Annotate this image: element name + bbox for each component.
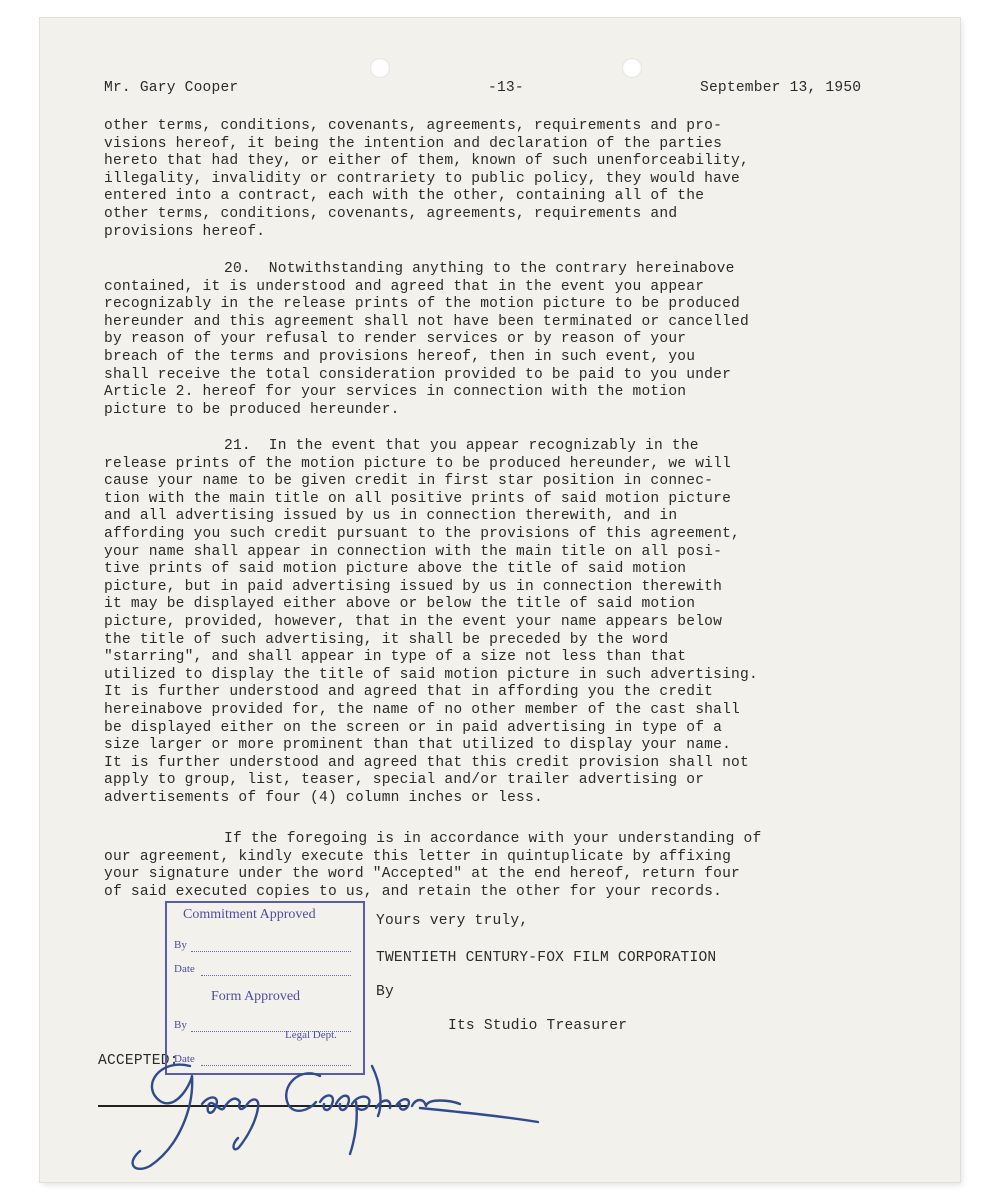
- body-line: utilized to display the title of said motion picture in such advertising.: [104, 666, 758, 683]
- body-line: by reason of your refusal to render services or by reason of your: [104, 331, 687, 348]
- stamp-line: [201, 975, 351, 976]
- stamp-line: [191, 951, 351, 952]
- stamp-date-label: Date: [174, 1053, 195, 1065]
- body-line: tive prints of said motion picture above the title of said motion: [104, 561, 687, 578]
- addressee: Mr. Gary Cooper: [104, 80, 239, 96]
- punch-hole: [622, 58, 642, 78]
- body-line: It is further understood and agreed that in affording you the credit: [104, 684, 714, 701]
- body-line: illegality, invalidity or contrariety to public policy, they would have: [104, 170, 740, 187]
- body-line: contained, it is understood and agreed that in the event you appear: [104, 278, 705, 295]
- body-line: your name shall appear in connection with the main title on all posi-: [104, 543, 723, 560]
- body-line: shall receive the total consideration provided to be paid to you under: [104, 366, 732, 383]
- body-line: picture to be produced hereunder.: [104, 401, 400, 418]
- body-line: of said executed copies to us, and retain the other for your records.: [104, 883, 723, 900]
- body-line: It is further understood and agreed that this credit provision shall not: [104, 754, 749, 771]
- signer-title: Its Studio Treasurer: [448, 1018, 628, 1034]
- accepted-label: ACCEPTED:: [98, 1053, 179, 1069]
- stamp-by-label: By: [174, 1019, 187, 1031]
- body-line: "starring", and shall appear in type of a size not less than that: [104, 649, 687, 666]
- body-line: advertisements of four (4) column inches or less.: [104, 790, 543, 806]
- letter-date: September 13, 1950: [700, 80, 862, 96]
- page-number: -13-: [488, 80, 524, 96]
- body-line: tion with the main title on all positive prints of said motion picture: [104, 490, 732, 507]
- body-line: be displayed either on the screen or in paid advertising in type of a: [104, 719, 723, 736]
- by-label: By: [376, 984, 394, 1000]
- body-line: and all advertising issued by us in connection therewith, and in: [104, 508, 678, 525]
- body-line: 20. Notwithstanding anything to the contrary hereinabove: [224, 261, 735, 277]
- handwritten-signature: [120, 1046, 540, 1176]
- body-line: affording you such credit pursuant to the provisions of this agreement,: [104, 526, 740, 542]
- body-line: entered into a contract, each with the other, containing all of the: [104, 188, 705, 205]
- body-line: 21. In the event that you appear recognizably in the: [224, 438, 699, 454]
- body-line: hereunder and this agreement shall not have been terminated or cancelled: [104, 313, 749, 330]
- body-line: picture, provided, however, that in the event your name appears below: [104, 614, 723, 630]
- stamp-by-label: By: [174, 939, 187, 951]
- letter-page: [40, 18, 960, 1182]
- body-line: hereinabove provided for, the name of no other member of the cast shall: [104, 702, 740, 718]
- salutation: Yours very truly,: [376, 913, 529, 929]
- body-line: Article 2. hereof for your services in connection with the motion: [104, 384, 687, 401]
- body-line: other terms, conditions, covenants, agreements, requirements and: [104, 206, 678, 222]
- punch-hole: [370, 58, 390, 78]
- body-line: it may be displayed either above or below the title of said motion: [104, 596, 696, 613]
- stamp-heading-commitment: Commitment Approved: [183, 907, 316, 922]
- stamp-dept-label: Legal Dept.: [285, 1029, 337, 1041]
- body-line: other terms, conditions, covenants, agreements, requirements and pro-: [104, 118, 723, 134]
- body-line: picture, but in paid advertising issued by us in connection therewith: [104, 578, 723, 595]
- company-name: TWENTIETH CENTURY-FOX FILM CORPORATION: [376, 950, 717, 966]
- body-line: breach of the terms and provisions hereof, then in such event, you: [104, 349, 696, 365]
- body-line: provisions hereof.: [104, 223, 266, 240]
- stamp-heading-form: Form Approved: [211, 989, 301, 1004]
- body-line: apply to group, list, teaser, special and/or trailer advertising or: [104, 772, 705, 789]
- body-line: size larger or more prominent than that utilized to display your name.: [104, 737, 732, 754]
- body-line: hereto that had they, or either of them, known of such unenforceability,: [104, 153, 749, 170]
- body-line: cause your name to be given credit in first star position in connec-: [104, 473, 714, 490]
- stamp-date-label: Date: [174, 963, 195, 975]
- body-line: the title of such advertising, it shall be preceded by the word: [104, 631, 669, 648]
- body-line: your signature under the word "Accepted" at the end hereof, return four: [104, 866, 740, 883]
- body-line: If the foregoing is in accordance with your understanding of: [224, 831, 762, 847]
- body-line: recognizably in the release prints of the motion picture to be produced: [104, 296, 740, 313]
- body-line: our agreement, kindly execute this letter in quintuplicate by affixing: [104, 848, 732, 865]
- body-line: visions hereof, it being the intention and declaration of the parties: [104, 135, 723, 152]
- body-line: release prints of the motion picture to be produced hereunder, we will: [104, 455, 732, 472]
